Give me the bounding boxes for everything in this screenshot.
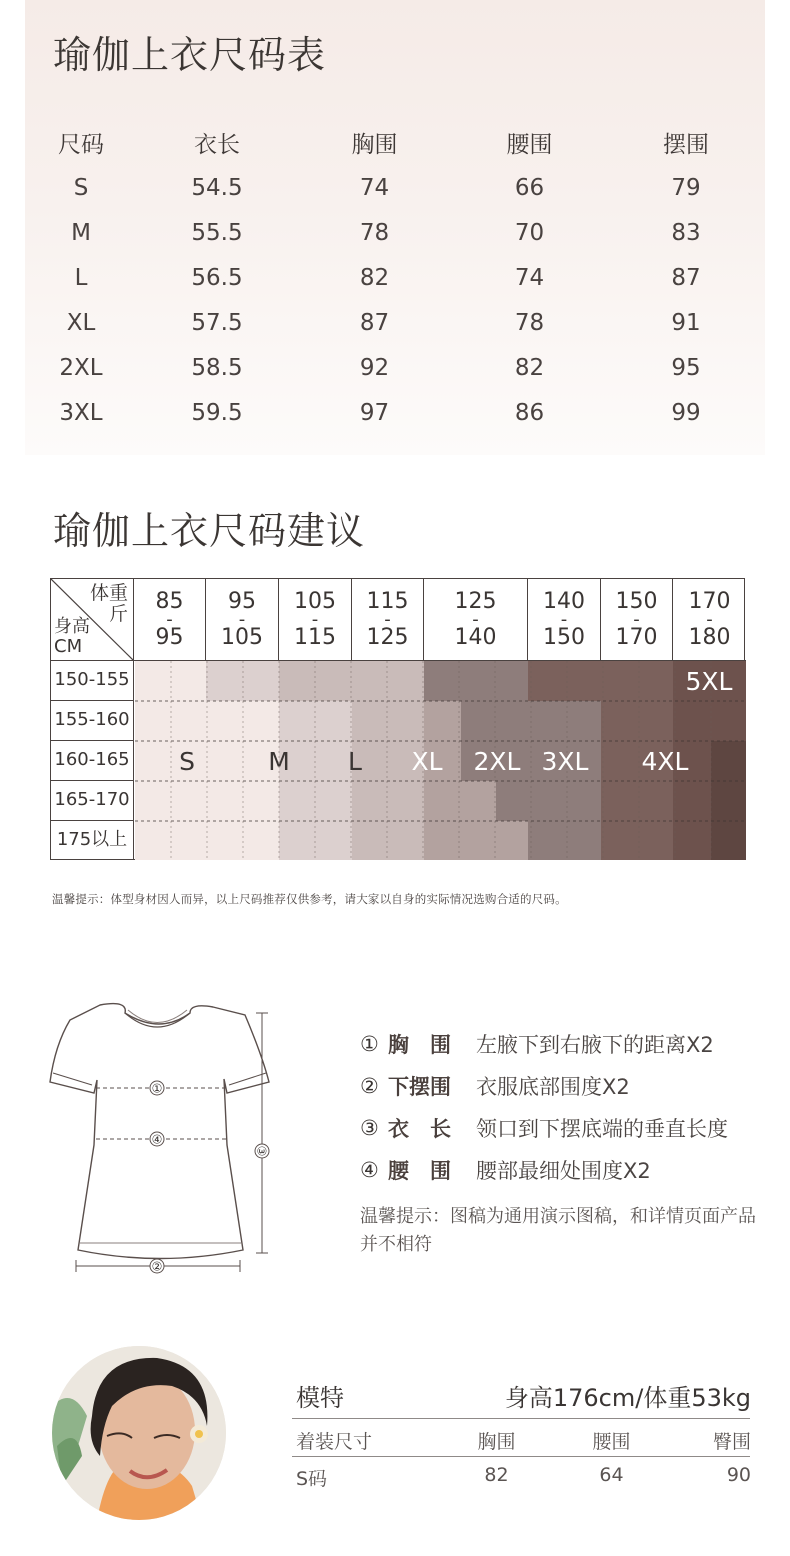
model-table-row <box>296 1464 751 1491</box>
model-avatar <box>52 1346 226 1520</box>
table-cell: 99 <box>671 399 701 426</box>
measurement-description: 腰部最细处围度X2 <box>476 1159 651 1183</box>
table-cell: 95 <box>671 354 701 381</box>
weight-range-header: 170 - 180 <box>673 579 746 661</box>
size-label: 2XL <box>473 747 521 776</box>
size-chart-row <box>25 390 765 435</box>
table-cell: 58.5 <box>191 354 243 381</box>
measurement-list <box>360 1023 728 1191</box>
size-chart-row <box>25 255 765 300</box>
table-cell: 82 <box>484 1464 509 1486</box>
table-cell: 82 <box>359 264 390 291</box>
table-cell: 91 <box>671 309 701 336</box>
size-chart-table <box>25 120 765 435</box>
size-label: 3XL <box>541 747 589 776</box>
grid-corner-cell <box>51 579 134 661</box>
table-cell: S <box>73 174 89 201</box>
column-header: 尺码 <box>58 132 104 158</box>
size-chart-section <box>25 0 765 455</box>
sleeve-hem-left <box>53 1073 92 1085</box>
table-cell: 57.5 <box>191 309 243 336</box>
size-label: S <box>179 747 195 776</box>
model-photo <box>52 1346 226 1520</box>
size-recommend-grid <box>50 578 745 860</box>
divider <box>292 1418 750 1419</box>
size-chart-row <box>25 345 765 390</box>
sleeve-hem-right <box>229 1073 266 1085</box>
divider <box>292 1456 750 1457</box>
table-cell: 79 <box>671 174 701 201</box>
table-cell: 87 <box>359 309 390 336</box>
table-cell: 74 <box>359 174 390 201</box>
measurement-number: ① <box>360 1032 379 1056</box>
hem-marker: ② <box>151 1259 163 1274</box>
table-cell: 2XL <box>59 354 103 381</box>
size-chart-row <box>25 165 765 210</box>
measurement-description: 左腋下到右腋下的距离X2 <box>476 1033 714 1057</box>
model-table-header <box>296 1427 751 1454</box>
size-label: XL <box>411 747 443 776</box>
table-cell: 56.5 <box>191 264 243 291</box>
size-chart-row <box>25 300 765 345</box>
table-cell: 78 <box>359 219 390 246</box>
column-header: 着装尺寸 <box>296 1431 373 1453</box>
column-header: 胸围 <box>351 132 398 158</box>
model-stats: 身高176cm/体重53kg <box>504 1384 751 1412</box>
table-cell: 87 <box>671 264 701 291</box>
table-cell: 3XL <box>59 399 103 426</box>
table-cell: 92 <box>359 354 390 381</box>
measurement-item <box>360 1023 728 1065</box>
table-cell: L <box>74 264 88 291</box>
size-chart-title: 瑜伽上衣尺码表 <box>53 33 327 77</box>
table-cell: 54.5 <box>191 174 243 201</box>
measurement-name: 胸 围 <box>388 1033 451 1057</box>
height-axis-label: 身高 CM <box>54 616 90 657</box>
measurement-number: ③ <box>360 1116 379 1140</box>
size-label: 4XL <box>641 747 689 776</box>
table-cell: 74 <box>514 264 545 291</box>
waist-marker: ④ <box>151 1132 163 1147</box>
measurement-description: 衣服底部围度X2 <box>476 1075 630 1099</box>
size-recommend-tip: 温馨提示：体型身材因人而异，以上尺码推荐仅供参考，请大家以自身的实际情况选购合适的尺码。 <box>52 892 567 906</box>
measurement-name: 腰 围 <box>388 1159 451 1183</box>
weight-range-header: 115 - 125 <box>352 579 424 661</box>
weight-axis-label: 体重 斤 <box>89 582 128 625</box>
table-cell: 78 <box>514 309 545 336</box>
weight-range-header: 105 - 115 <box>279 579 352 661</box>
table-cell: S码 <box>296 1468 328 1490</box>
column-header: 腰围 <box>592 1431 631 1453</box>
size-chart-row <box>25 210 765 255</box>
column-header: 臀围 <box>712 1431 751 1453</box>
column-header: 胸围 <box>477 1431 516 1453</box>
table-cell: 64 <box>599 1464 624 1486</box>
measurement-item <box>360 1107 728 1149</box>
size-label: L <box>348 747 362 776</box>
size-chart-header-row <box>25 120 765 165</box>
weight-range-header: 85 - 95 <box>134 579 206 661</box>
shirt-outline <box>50 1004 269 1259</box>
height-range-label: 155-160 <box>51 701 134 741</box>
model-header <box>296 1378 751 1413</box>
table-cell: 70 <box>514 219 545 246</box>
weight-range-header: 150 - 170 <box>601 579 673 661</box>
height-range-label: 165-170 <box>51 781 134 821</box>
table-cell: 97 <box>359 399 390 426</box>
measurement-number: ④ <box>360 1158 379 1182</box>
size-recommend-title: 瑜伽上衣尺码建议 <box>53 509 366 553</box>
size-label: M <box>268 747 290 776</box>
table-cell: 59.5 <box>191 399 243 426</box>
table-cell: 90 <box>726 1464 751 1486</box>
weight-range-header: 95 - 105 <box>206 579 279 661</box>
table-cell: 86 <box>514 399 545 426</box>
column-header: 摆围 <box>663 132 709 158</box>
weight-range-header: 140 - 150 <box>528 579 601 661</box>
diagram-tip: 温馨提示：图稿为通用演示图稿，和详情页面产品并不相符 <box>360 1206 756 1255</box>
table-cell: M <box>71 219 91 246</box>
chest-marker: ① <box>151 1081 163 1096</box>
table-cell: 83 <box>671 219 701 246</box>
measurement-number: ② <box>360 1074 379 1098</box>
height-range-label: 175以上 <box>51 821 134 860</box>
table-cell: 55.5 <box>191 219 243 246</box>
table-cell: XL <box>66 309 96 336</box>
height-range-label: 160-165 <box>51 741 134 781</box>
size-label: 5XL <box>685 667 733 696</box>
table-cell: 82 <box>514 354 545 381</box>
table-cell: 66 <box>514 174 545 201</box>
column-header: 衣长 <box>194 132 240 158</box>
length-marker: ③ <box>254 1145 269 1157</box>
measurement-name: 衣 长 <box>388 1117 451 1141</box>
measurement-name: 下摆围 <box>388 1075 451 1099</box>
measurement-item <box>360 1149 728 1191</box>
column-header: 腰围 <box>506 132 553 158</box>
weight-range-header: 125 - 140 <box>424 579 528 661</box>
model-label: 模特 <box>296 1384 344 1412</box>
height-range-label: 150-155 <box>51 661 134 701</box>
shirt-diagram <box>40 995 280 1280</box>
measurement-item <box>360 1065 728 1107</box>
measurement-description: 领口到下摆底端的垂直长度 <box>476 1117 728 1141</box>
